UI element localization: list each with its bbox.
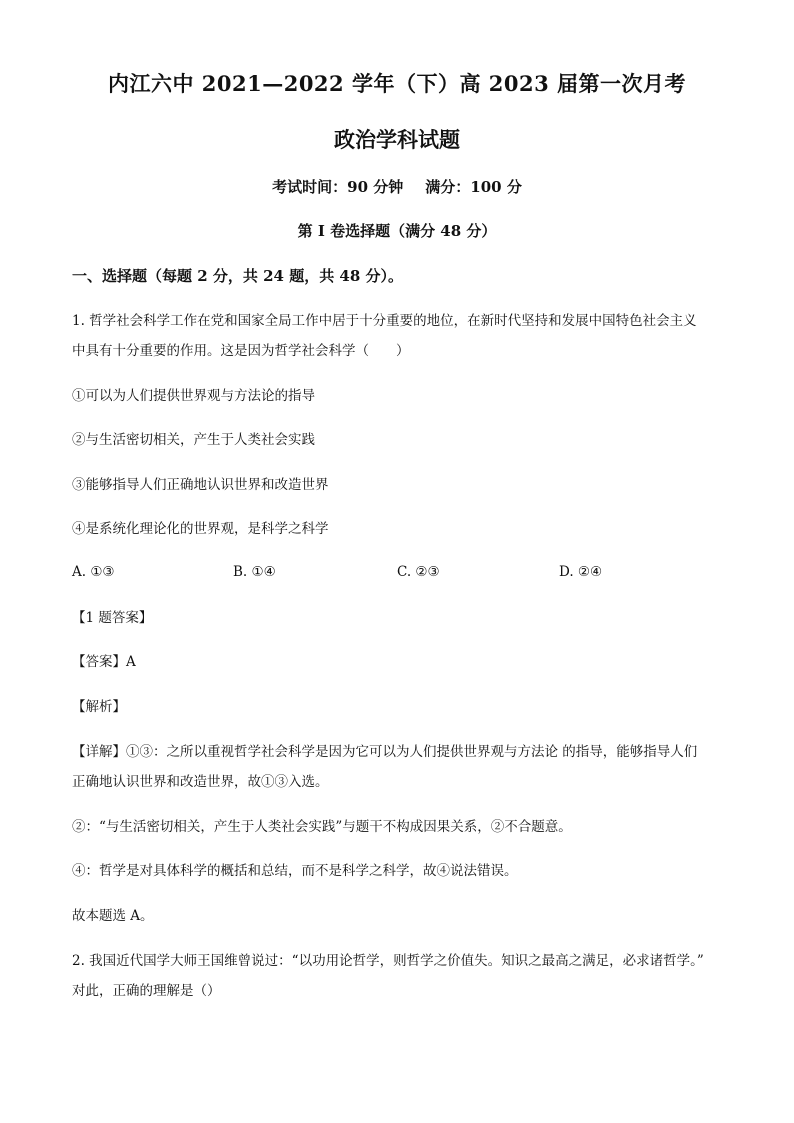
q1-option-a: A. ①③ bbox=[72, 564, 115, 580]
q2-stem-line1: 2. 我国近代国学大师王国维曾说过：“以功用论哲学，则哲学之价值失。知识之最高之满足，必求诸哲学。” bbox=[72, 953, 704, 969]
q1-statement-2: ②与生活密切相关，产生于人类社会实践 bbox=[72, 432, 315, 448]
q1-answer-block-label: 【1 题答案】 bbox=[72, 610, 153, 626]
q1-detail-line4: ④：哲学是对具体科学的概括和总结，而不是科学之科学，故④说法错误。 bbox=[72, 863, 518, 879]
q1-statement-4: ④是系统化理论化的世界观，是科学之科学 bbox=[72, 521, 329, 537]
full-score: 满分：100 分 bbox=[425, 178, 522, 196]
exam-time: 考试时间：90 分钟 bbox=[272, 178, 404, 196]
volume-title: 第 I 卷选择题（满分 48 分） bbox=[297, 222, 497, 240]
q1-option-c: C. ②③ bbox=[397, 564, 440, 580]
exam-info bbox=[0, 176, 794, 197]
q1-analysis-label: 【解析】 bbox=[72, 699, 126, 715]
section-heading: 一、选择题（每题 2 分，共 24 题，共 48 分）。 bbox=[72, 267, 404, 285]
q1-detail-line1: 【详解】①③：之所以重视哲学社会科学是因为它可以为人们提供世界观与方法论 的指导，能够指导人们 bbox=[72, 744, 698, 760]
q1-stem-line1: 1. 哲学社会科学工作在党和国家全局工作中居于十分重要的地位，在新时代坚持和发展中国特色社会主义 bbox=[72, 313, 697, 329]
q1-detail-line3: ②：“与生活密切相关，产生于人类社会实践”与题干不构成因果关系，②不合题意。 bbox=[72, 819, 572, 835]
q1-answer: 【答案】A bbox=[72, 654, 136, 670]
q1-statement-1: ①可以为人们提供世界观与方法论的指导 bbox=[72, 388, 315, 404]
q1-detail-line2: 正确地认识世界和改造世界，故①③入选。 bbox=[72, 774, 329, 790]
q1-statement-3: ③能够指导人们正确地认识世界和改造世界 bbox=[72, 477, 329, 493]
q1-option-b: B. ①④ bbox=[233, 564, 276, 580]
exam-title: 内江六中 2021—2022 学年（下）高 2023 届第一次月考 bbox=[107, 71, 687, 96]
q2-stem-line2: 对此，正确的理解是（） bbox=[72, 983, 221, 999]
q1-stem-line2: 中具有十分重要的作用。这是因为哲学社会科学（ ） bbox=[72, 343, 410, 359]
q1-option-d: D. ②④ bbox=[559, 564, 603, 580]
subject-title: 政治学科试题 bbox=[334, 127, 460, 152]
q1-options bbox=[72, 564, 732, 584]
q1-conclusion: 故本题选 A。 bbox=[72, 908, 154, 924]
